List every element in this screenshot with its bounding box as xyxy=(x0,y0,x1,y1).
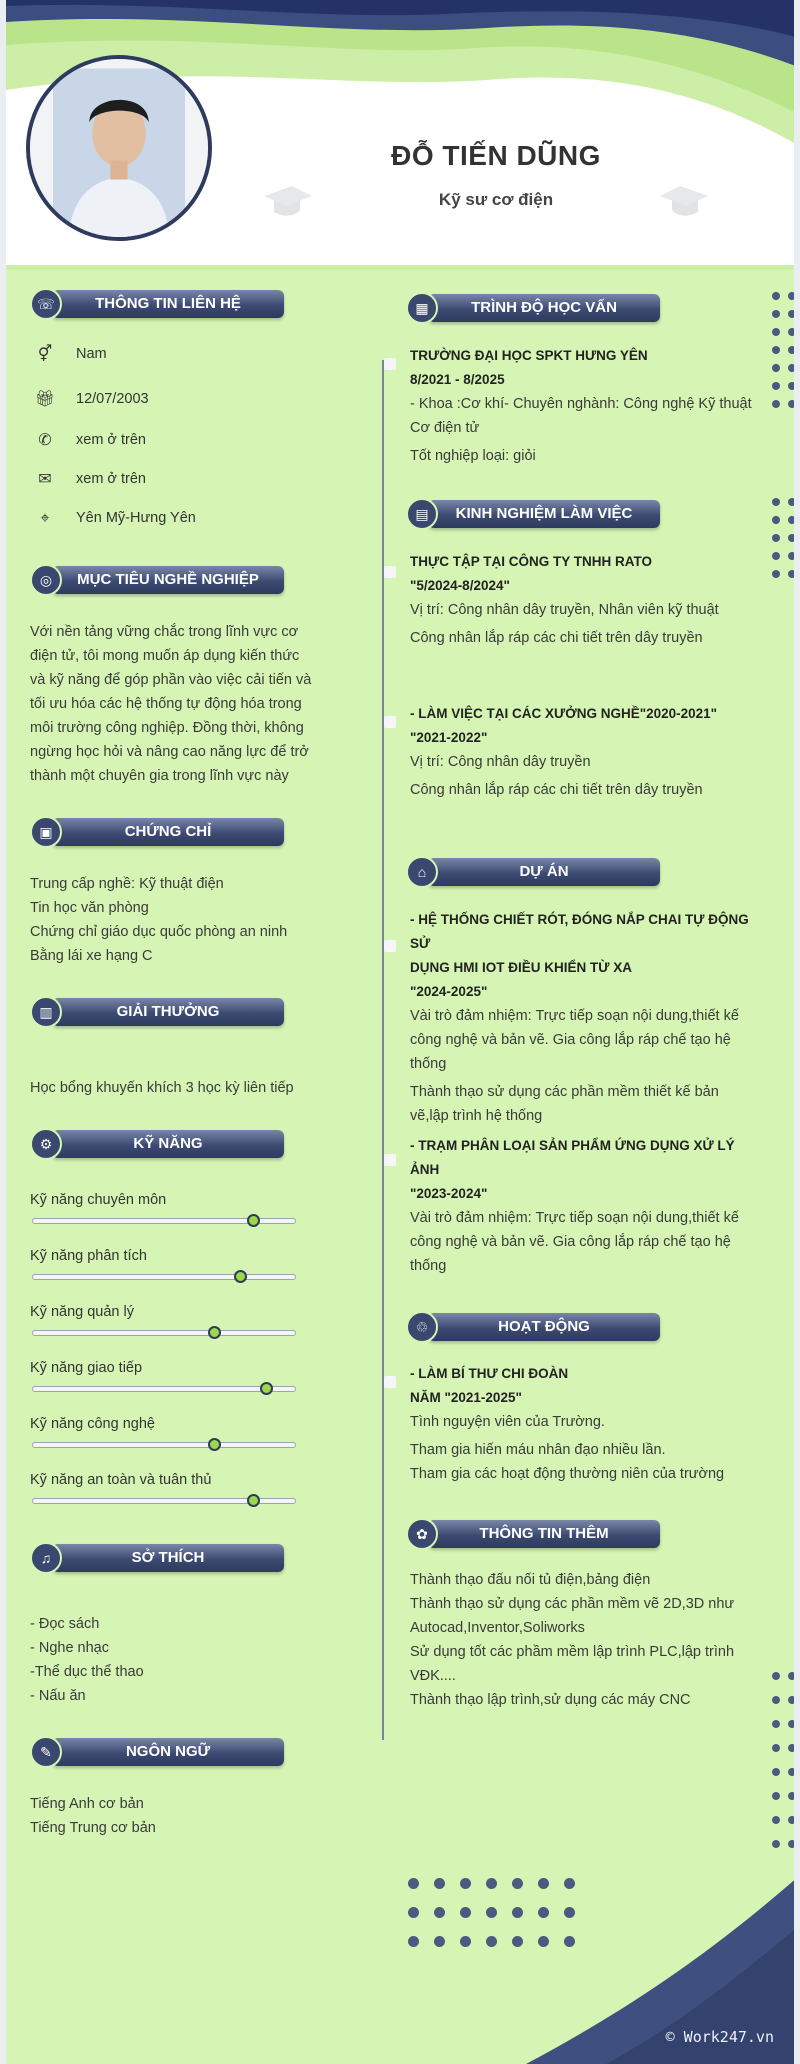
timeline-marker xyxy=(384,940,396,952)
section-title: KỸ NĂNG xyxy=(52,1130,284,1158)
email-value: xem ở trên xyxy=(76,471,146,487)
skill-label: Kỹ năng công nghệ xyxy=(30,1416,155,1432)
section-header-experience xyxy=(406,498,660,530)
skill-label: Kỹ năng phân tích xyxy=(30,1248,147,1264)
list-item: Trung cấp nghề: Kỹ thuật điện xyxy=(30,876,224,892)
hobby-icon: ♫ xyxy=(30,1542,62,1574)
awards-text: Học bổng khuyến khích 3 học kỳ liên tiếp xyxy=(30,1080,294,1096)
award-chart-icon: ▥ xyxy=(30,996,62,1028)
graduation-cap-icon xyxy=(262,182,314,220)
gender-icon: ⚥ xyxy=(37,346,53,363)
skill-level-track xyxy=(32,1274,296,1280)
skill-row xyxy=(30,1248,298,1264)
hobbies-list xyxy=(30,1612,330,1708)
candidate-name: ĐỖ TIẾN DŨNG xyxy=(391,140,601,171)
list-item: - Nấu ăn xyxy=(30,1688,86,1704)
gear-icon: ⚙ xyxy=(30,1128,62,1160)
skill-level-knob xyxy=(234,1270,247,1283)
project-item-1: - HỆ THỐNG CHIẾT RÓT, ĐÓNG NẮP CHAI TỰ ĐỘNG SỬ DỤNG HMI IOT ĐIỀU KHIỂN TỪ XA "2024-2025" Vài trò đảm nhiệm: Trực tiếp soạn nội dung,thiết kế công nghệ và bản vẽ. Gia công lắp ráp chế tạo hệ thống Thành thạo sử dụng các phần mềm thiết kế bản vẽ,lập trình hệ thống xyxy=(410,912,749,1124)
skill-row xyxy=(30,1416,298,1432)
section-title: THÔNG TIN THÊM xyxy=(428,1520,660,1548)
gender-value: Nam xyxy=(76,346,107,362)
skill-level-track xyxy=(32,1218,296,1224)
skill-level-knob xyxy=(260,1382,273,1395)
skill-label: Kỹ năng chuyên môn xyxy=(30,1192,167,1208)
objective-text: Với nền tảng vững chắc trong lĩnh vực cơ điện tử, tôi mong muốn áp dụng kiến thức và kỹ năng để góp phần vào việc cải tiến và tối ưu hóa các hệ thống tự động hóa trong môi trường công nghiệp. Đồng thời, không ngừng học hỏi và nâng cao năng lực để trở thành một chuyên gia trong lĩnh vực này xyxy=(30,624,312,784)
section-header-awards xyxy=(30,996,284,1028)
skill-row xyxy=(30,1360,298,1376)
skill-label: Kỹ năng an toàn và tuân thủ xyxy=(30,1472,212,1488)
section-title: THÔNG TIN LIÊN HỆ xyxy=(52,290,284,318)
section-header-contact xyxy=(30,288,284,320)
section-title: TRÌNH ĐỘ HỌC VẤN xyxy=(428,294,660,322)
list-item: - Nghe nhạc xyxy=(30,1640,109,1656)
skill-level-track xyxy=(32,1330,296,1336)
timeline-marker xyxy=(384,566,396,578)
skill-label: Kỹ năng quản lý xyxy=(30,1304,134,1320)
skill-level-track xyxy=(32,1498,296,1504)
phone-value: xem ở trên xyxy=(76,432,146,448)
section-header-education xyxy=(406,292,660,324)
gift-icon: 🎁︎ xyxy=(34,391,56,408)
school-icon: ▦ xyxy=(406,292,438,324)
section-header-languages xyxy=(30,1736,284,1768)
list-item: Bằng lái xe hạng C xyxy=(30,948,153,964)
experience-item-2: - LÀM VIỆC TẠI CÁC XƯỞNG NGHỀ"2020-2021" "2021-2022" Vị trí: Công nhân dây truyền Công nhân lắp ráp các chi tiết trên dây truyền xyxy=(410,706,718,798)
section-header-objective xyxy=(30,564,284,596)
section-title: MỤC TIÊU NGHỀ NGHIỆP xyxy=(52,566,284,594)
skill-level-knob xyxy=(247,1214,260,1227)
section-title: HOẠT ĐỘNG xyxy=(428,1313,660,1341)
timeline-marker xyxy=(384,358,396,370)
skill-row xyxy=(30,1472,298,1488)
section-header-hobbies xyxy=(30,1542,284,1574)
list-item: - Đọc sách xyxy=(30,1616,100,1632)
list-item: Tin học văn phòng xyxy=(30,900,149,916)
section-header-projects xyxy=(406,856,660,888)
skill-level-knob xyxy=(247,1494,260,1507)
experience-item-1: THỰC TẬP TẠI CÔNG TY TNHH RATO "5/2024-8/2024" Vị trí: Công nhân dây truyền, Nhân viên kỹ thuật Công nhân lắp ráp các chi tiết trên dây truyền xyxy=(410,554,719,646)
section-title: CHỨNG CHỈ xyxy=(52,818,284,846)
section-header-activities xyxy=(406,1311,660,1343)
activity-icon: ♲ xyxy=(406,1311,438,1343)
section-title: GIẢI THƯỞNG xyxy=(52,998,284,1026)
briefcase-icon: ▤ xyxy=(406,498,438,530)
project-item-2: - TRẠM PHÂN LOẠI SẢN PHẨM ỨNG DỤNG XỬ LÝ ẢNH "2023-2024" Vài trò đảm nhiệm: Trực tiếp soạn nội dung,thiết kế công nghệ và bản vẽ. Gia công lắp ráp chế tạo hệ thống xyxy=(410,1138,739,1274)
section-title: KINH NGHIỆM LÀM VIỆC xyxy=(428,500,660,528)
phone-icon: ✆ xyxy=(38,432,52,449)
graduation-cap-icon-2 xyxy=(658,182,710,220)
person-photo-icon xyxy=(30,59,208,237)
location-pin-icon: ⌖ xyxy=(40,510,50,527)
target-icon: ◎ xyxy=(30,564,62,596)
skill-level-track xyxy=(32,1442,296,1448)
job-title: Kỹ sư cơ điện xyxy=(438,190,554,209)
project-icon: ⌂ xyxy=(406,856,438,888)
skill-row xyxy=(30,1192,298,1208)
section-header-certificates xyxy=(30,816,284,848)
list-item: -Thể dục thể thao xyxy=(30,1664,144,1680)
list-item: Tiếng Anh cơ bản xyxy=(30,1796,144,1812)
section-header-skills xyxy=(30,1128,284,1160)
skill-label: Kỹ năng giao tiếp xyxy=(30,1360,143,1376)
extra-block: Thành thạo đấu nối tủ điện,bảng điện Thành thạo sử dụng các phần mềm vẽ 2D,3D như Autocad,Inventor,Soliworks Sử dụng tốt các phầm mềm lập trình PLC,lập trình VĐK.... Thành thạo lập trình,sử dụng các máy CNC xyxy=(410,1572,735,1708)
address-value: Yên Mỹ-Hưng Yên xyxy=(76,510,196,526)
contact-icon: ☏ xyxy=(30,288,62,320)
skill-level-knob xyxy=(208,1438,221,1451)
skill-row xyxy=(30,1304,298,1320)
section-title: NGÔN NGỮ xyxy=(52,1738,284,1766)
activities-block: - LÀM BÍ THƯ CHI ĐOÀN NĂM "2021-2025" Tình nguyện viên của Trường. Tham gia hiến máu nhân đạo nhiều lần. Tham gia các hoạt động thường niên của trường xyxy=(410,1366,725,1482)
education-block: TRƯỜNG ĐẠI HỌC SPKT HƯNG YÊN 8/2021 - 8/2025 - Khoa :Cơ khí- Chuyên nghành: Công nghệ Kỹ thuật Cơ điện tử Tốt nghiệp loại: giỏi xyxy=(410,348,752,464)
skill-level-track xyxy=(32,1386,296,1392)
list-item: Chứng chỉ giáo dục quốc phòng an ninh xyxy=(30,924,288,940)
timeline-marker xyxy=(384,1376,396,1388)
list-item: Tiếng Trung cơ bản xyxy=(30,1820,156,1836)
skill-level-knob xyxy=(208,1326,221,1339)
section-title: DỰ ÁN xyxy=(428,858,660,886)
header xyxy=(6,0,800,270)
email-icon: ✉ xyxy=(38,471,52,488)
timeline-marker xyxy=(384,1154,396,1166)
timeline-marker xyxy=(384,716,396,728)
birthday-value: 12/07/2003 xyxy=(76,391,149,407)
info-icon: ✿ xyxy=(406,1518,438,1550)
section-title: SỞ THÍCH xyxy=(52,1544,284,1572)
certificate-icon: ▣ xyxy=(30,816,62,848)
languages-list xyxy=(30,1792,330,1840)
section-header-extra xyxy=(406,1518,660,1550)
language-icon: ✎ xyxy=(30,1736,62,1768)
certificates-list xyxy=(30,872,330,968)
profile-photo xyxy=(26,55,212,241)
watermark: © Work247.vn xyxy=(665,2028,774,2046)
